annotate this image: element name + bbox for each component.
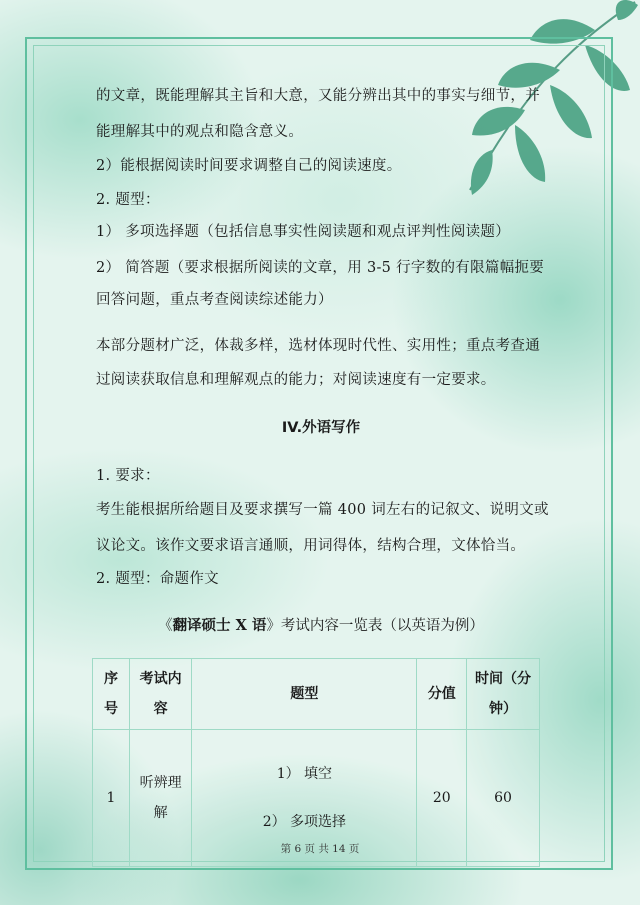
paragraph-line: 过阅读获取信息和理解观点的能力；对阅读速度有一定要求。 (96, 372, 496, 388)
cell-content: 听辨理解 (129, 730, 191, 867)
header-score: 分值 (417, 659, 467, 730)
page-footer: 第 6 页 共 14 页 (280, 843, 360, 855)
writing-line: 议论文。该作文要求语言通顺，用词得体，结构合理，文体恰当。 (96, 538, 526, 554)
writing-line: 2. 题型：命题作文 (96, 571, 219, 587)
table-title-rest: 》考试内容一览表（以英语为例） (266, 618, 484, 634)
table-header-row (93, 659, 540, 730)
cell-score: 20 (417, 730, 467, 867)
paragraph-line: 2）能根据阅读时间要求调整自己的阅读速度。 (96, 158, 402, 174)
paragraph-line: 的文章，既能理解其主旨和大意，又能分辨出其中的事实与细节，并 (96, 88, 540, 104)
table-title-open: 《 (158, 618, 173, 634)
type-item: 2） 多项选择 (262, 814, 347, 830)
cell-time: 60 (467, 730, 540, 867)
exam-content-table (92, 658, 540, 867)
header-time: 时间（分钟） (467, 659, 540, 730)
paragraph-line: 能理解其中的观点和隐含意义。 (96, 124, 304, 140)
section-heading: IV.外语写作 (281, 420, 361, 436)
paragraph-line: 回答问题，重点考查阅读综述能力） (96, 292, 333, 308)
header-content: 考试内容 (129, 659, 191, 730)
table-title (96, 614, 546, 635)
header-no: 序号 (93, 659, 130, 730)
writing-line: 1. 要求： (96, 468, 160, 484)
writing-line: 考生能根据所给题目及要求撰写一篇 400 词左右的记叙文、说明文或 (96, 502, 549, 518)
paragraph-line: 本部分题材广泛，体裁多样，选材体现时代性、实用性；重点考查通 (96, 338, 540, 354)
table-title-bold: 翻译硕士 X 语 (172, 617, 267, 634)
paragraph-line: 1） 多项选择题（包括信息事实性阅读题和观点评判性阅读题） (96, 224, 511, 240)
paragraph-line: 2. 题型： (96, 192, 160, 208)
type-item: 1） 填空 (276, 766, 333, 782)
cell-no: 1 (93, 730, 130, 867)
header-type: 题型 (192, 659, 417, 730)
paragraph-line: 2） 简答题（要求根据所阅读的文章，用 3-5 行字数的有限篇幅扼要 (96, 260, 545, 276)
